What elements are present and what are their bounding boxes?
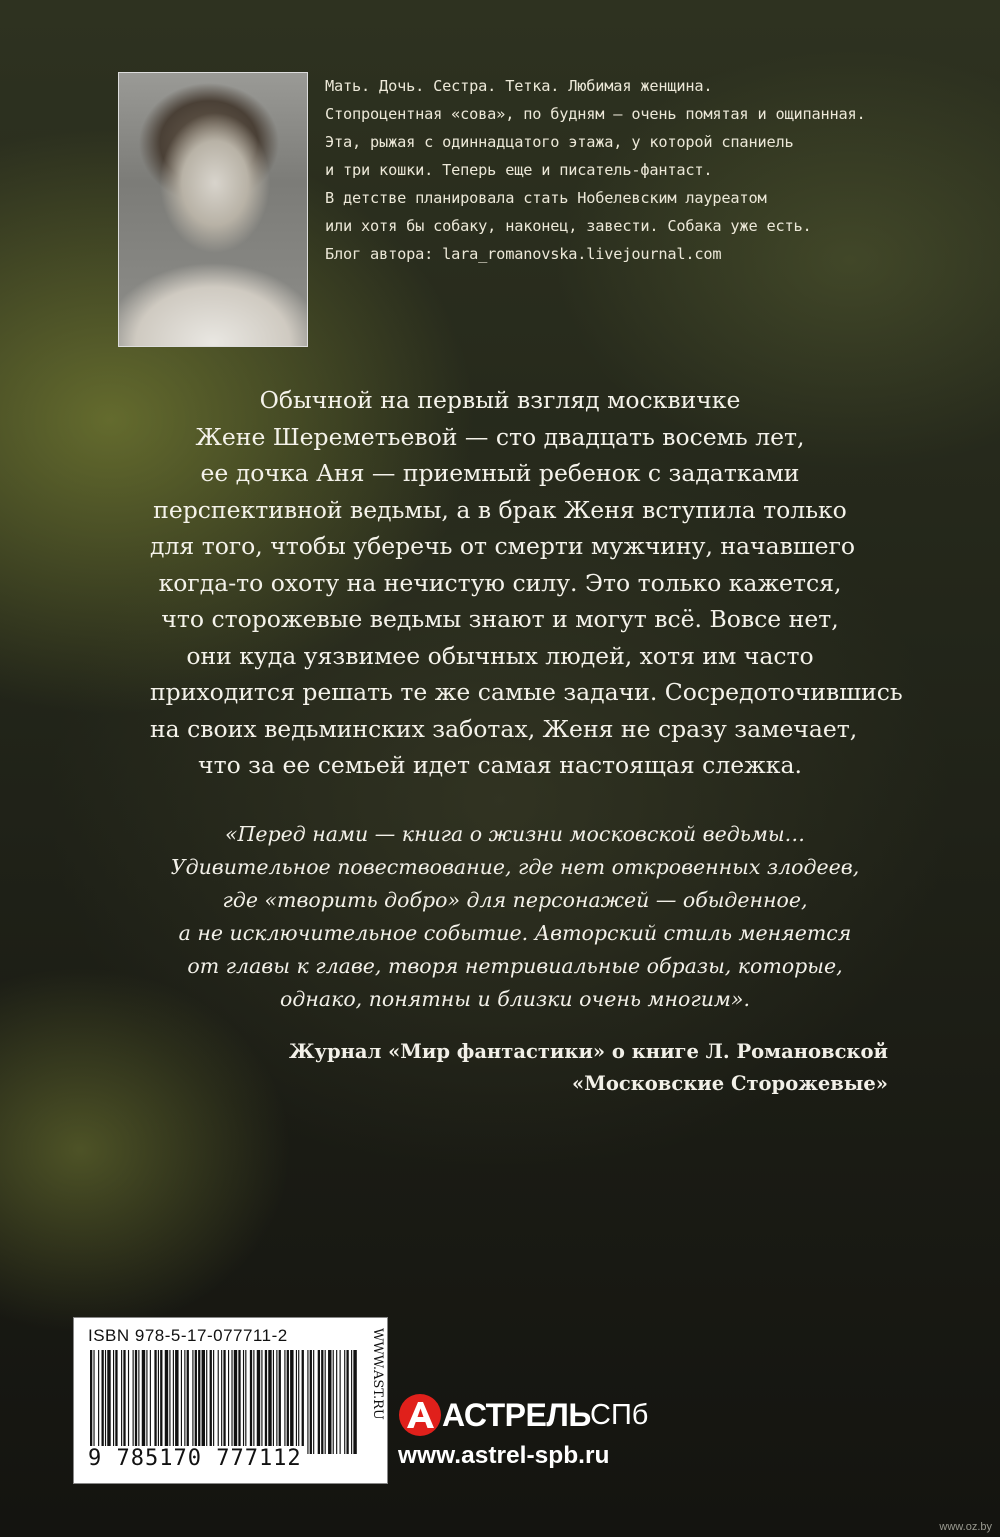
barcode-bar xyxy=(107,1350,110,1454)
barcode-bar xyxy=(213,1350,214,1454)
review-source xyxy=(188,1036,888,1100)
barcode-bar xyxy=(336,1350,337,1454)
barcode-bar xyxy=(135,1350,137,1454)
blurb-line: приходится решать те же самые задачи. Сосредоточившись xyxy=(150,678,903,706)
vertical-url xyxy=(369,1326,389,1476)
barcode-bar xyxy=(160,1350,162,1454)
bio-line: В детстве планировала стать Нобелевским лауреатом xyxy=(325,189,767,207)
barcode-bar xyxy=(93,1350,94,1454)
isbn-label: ISBN 978-5-17-077711-2 xyxy=(88,1326,288,1345)
barcode-bar xyxy=(310,1350,312,1454)
blurb-line: Жене Шереметьевой — сто двадцать восемь лет, xyxy=(195,422,805,451)
barcode-bar xyxy=(346,1350,348,1454)
barcode-bar xyxy=(238,1350,240,1454)
barcode-bar xyxy=(234,1350,237,1454)
blurb-line: что сторожевые ведьмы знают и могут всё. Вовсе нет, xyxy=(161,605,839,633)
barcode-bar xyxy=(113,1350,114,1454)
source-line: «Московские Сторожевые» xyxy=(572,1072,888,1095)
bio-blog-line: Блог автора: lara_romanovska.livejournal.com xyxy=(325,245,722,263)
barcode-bar xyxy=(154,1350,156,1454)
barcode-bar xyxy=(210,1350,212,1454)
bio-line: Эта, рыжая с одиннадцатого этажа, у которой спаниель xyxy=(325,133,794,151)
barcode-bar xyxy=(221,1350,222,1454)
barcode-bar xyxy=(105,1350,106,1454)
bio-line: Стопроцентная «сова», по будням — очень помятая и ощипанная. xyxy=(325,105,866,123)
blurb-line: для того, чтобы уберечь от смерти мужчину, начавшего xyxy=(150,532,856,560)
quote-line: Удивительное повествование, где нет откровенных злодеев, xyxy=(170,855,860,879)
watermark: www.oz.by xyxy=(939,1521,992,1533)
barcode-bar xyxy=(287,1350,289,1454)
barcode-bar xyxy=(313,1350,314,1454)
blurb-line: что за ее семьей идет самая настоящая слежка. xyxy=(198,751,802,779)
barcode-bar xyxy=(273,1350,274,1454)
barcode-bar xyxy=(169,1350,170,1454)
barcode-bar xyxy=(146,1350,147,1454)
barcode-bar xyxy=(261,1350,262,1454)
barcode-bar xyxy=(206,1350,207,1454)
quote-line: однако, понятны и близки очень многим». xyxy=(280,987,750,1011)
barcode-bar xyxy=(173,1350,174,1454)
barcode-bar xyxy=(253,1350,254,1454)
barcode-digits: 9 785170 777112 xyxy=(88,1446,302,1471)
barcode-bar xyxy=(351,1350,352,1454)
barcode-bar xyxy=(187,1350,189,1454)
barcode-bar xyxy=(325,1350,326,1454)
book-blurb xyxy=(150,382,903,784)
blurb-line: Обычной на первый взгляд москвичке xyxy=(259,386,741,414)
publisher-brand xyxy=(398,1393,698,1439)
barcode-bar xyxy=(279,1350,281,1454)
barcode-bar xyxy=(121,1350,122,1454)
barcode-bar xyxy=(218,1350,219,1454)
blurb-line: перспективной ведьмы, а в брак Женя вступила только xyxy=(153,495,847,524)
blurb-line: ее дочка Аня — приемный ребенок с задатками xyxy=(200,459,800,487)
barcode-bar xyxy=(181,1350,182,1454)
barcode-bar xyxy=(328,1350,331,1454)
quote-line: а не исключительное событие. Авторский стиль меняется xyxy=(178,921,852,945)
barcode-bar xyxy=(344,1350,345,1454)
publisher-url[interactable]: www.astrel-spb.ru xyxy=(398,1442,610,1469)
barcode-bar xyxy=(184,1350,185,1454)
barcode-bar xyxy=(158,1350,159,1454)
barcode-bar xyxy=(298,1350,299,1454)
barcode-bar xyxy=(98,1350,99,1454)
barcode-bar xyxy=(202,1350,205,1454)
barcode-bar xyxy=(302,1350,304,1454)
barcode-bar xyxy=(228,1350,229,1454)
barcode-bar xyxy=(231,1350,232,1454)
barcode-bar xyxy=(165,1350,168,1454)
publisher-logo-icon xyxy=(398,1393,442,1437)
barcode-bar xyxy=(265,1350,267,1454)
barcode-bar xyxy=(115,1350,117,1454)
barcode-bar xyxy=(142,1350,145,1454)
barcode-bar xyxy=(192,1350,193,1454)
author-photo xyxy=(118,72,308,347)
bio-line: и три кошки. Теперь еще и писатель-фантаст. xyxy=(325,161,713,179)
source-line: Журнал «Мир фантастики» о книге Л. Романовской xyxy=(288,1040,888,1063)
barcode-bar xyxy=(90,1350,92,1454)
barcode-bar xyxy=(123,1350,125,1454)
barcode-bar xyxy=(250,1350,252,1454)
barcode-bar xyxy=(321,1350,323,1454)
barcode-bar xyxy=(340,1350,341,1454)
barcode-bar xyxy=(268,1350,271,1454)
blurb-line: когда-то охоту на нечистую силу. Это только кажется, xyxy=(158,568,842,597)
blurb-line: они куда уязвимее обычных людей, хотя им часто xyxy=(186,641,814,670)
barcode-bar xyxy=(175,1350,178,1454)
barcode-bar xyxy=(223,1350,225,1454)
barcode-panel xyxy=(73,1317,388,1484)
barcode-bar xyxy=(198,1350,200,1454)
bio-line: или хотя бы собаку, наконец, завести. Собака уже есть. xyxy=(325,217,812,235)
publisher-city: СПб xyxy=(590,1399,649,1431)
barcode-bar xyxy=(102,1350,104,1454)
barcode-bar xyxy=(307,1350,308,1454)
barcode-bar xyxy=(290,1350,293,1454)
barcode-bar xyxy=(245,1350,246,1454)
quote-line: «Перед нами — книга о жизни московской ведьмы… xyxy=(224,822,806,846)
barcode-bar xyxy=(353,1350,356,1454)
author-bio xyxy=(325,72,885,268)
quote-line: где «творить добро» для персонажей — обыденное, xyxy=(222,888,808,912)
barcode-bar xyxy=(150,1350,151,1454)
barcode-bar xyxy=(284,1350,285,1454)
barcode-bar xyxy=(296,1350,297,1454)
bio-line: Мать. Дочь. Сестра. Тетка. Любимая женщина. xyxy=(325,77,713,95)
barcode-bar xyxy=(133,1350,134,1454)
barcode-bar xyxy=(333,1350,334,1454)
publisher-name: АСТРЕЛЬ xyxy=(442,1397,591,1433)
review-quote xyxy=(150,818,880,1016)
barcode-bar xyxy=(128,1350,129,1454)
barcode-bar xyxy=(195,1350,197,1454)
vertical-url-text: WWW.AST.RU xyxy=(370,1328,385,1420)
barcode-bar xyxy=(243,1350,244,1454)
quote-line: от главы к главе, творя нетривиальные образы, которые, xyxy=(187,954,843,978)
barcode-bar xyxy=(257,1350,260,1454)
blurb-line: на своих ведьминских заботах, Женя не сразу замечает, xyxy=(150,714,858,743)
barcode-bar xyxy=(138,1350,139,1454)
barcode-bar xyxy=(318,1350,320,1454)
barcode-bar xyxy=(276,1350,277,1454)
barcode-icon xyxy=(88,1350,358,1454)
